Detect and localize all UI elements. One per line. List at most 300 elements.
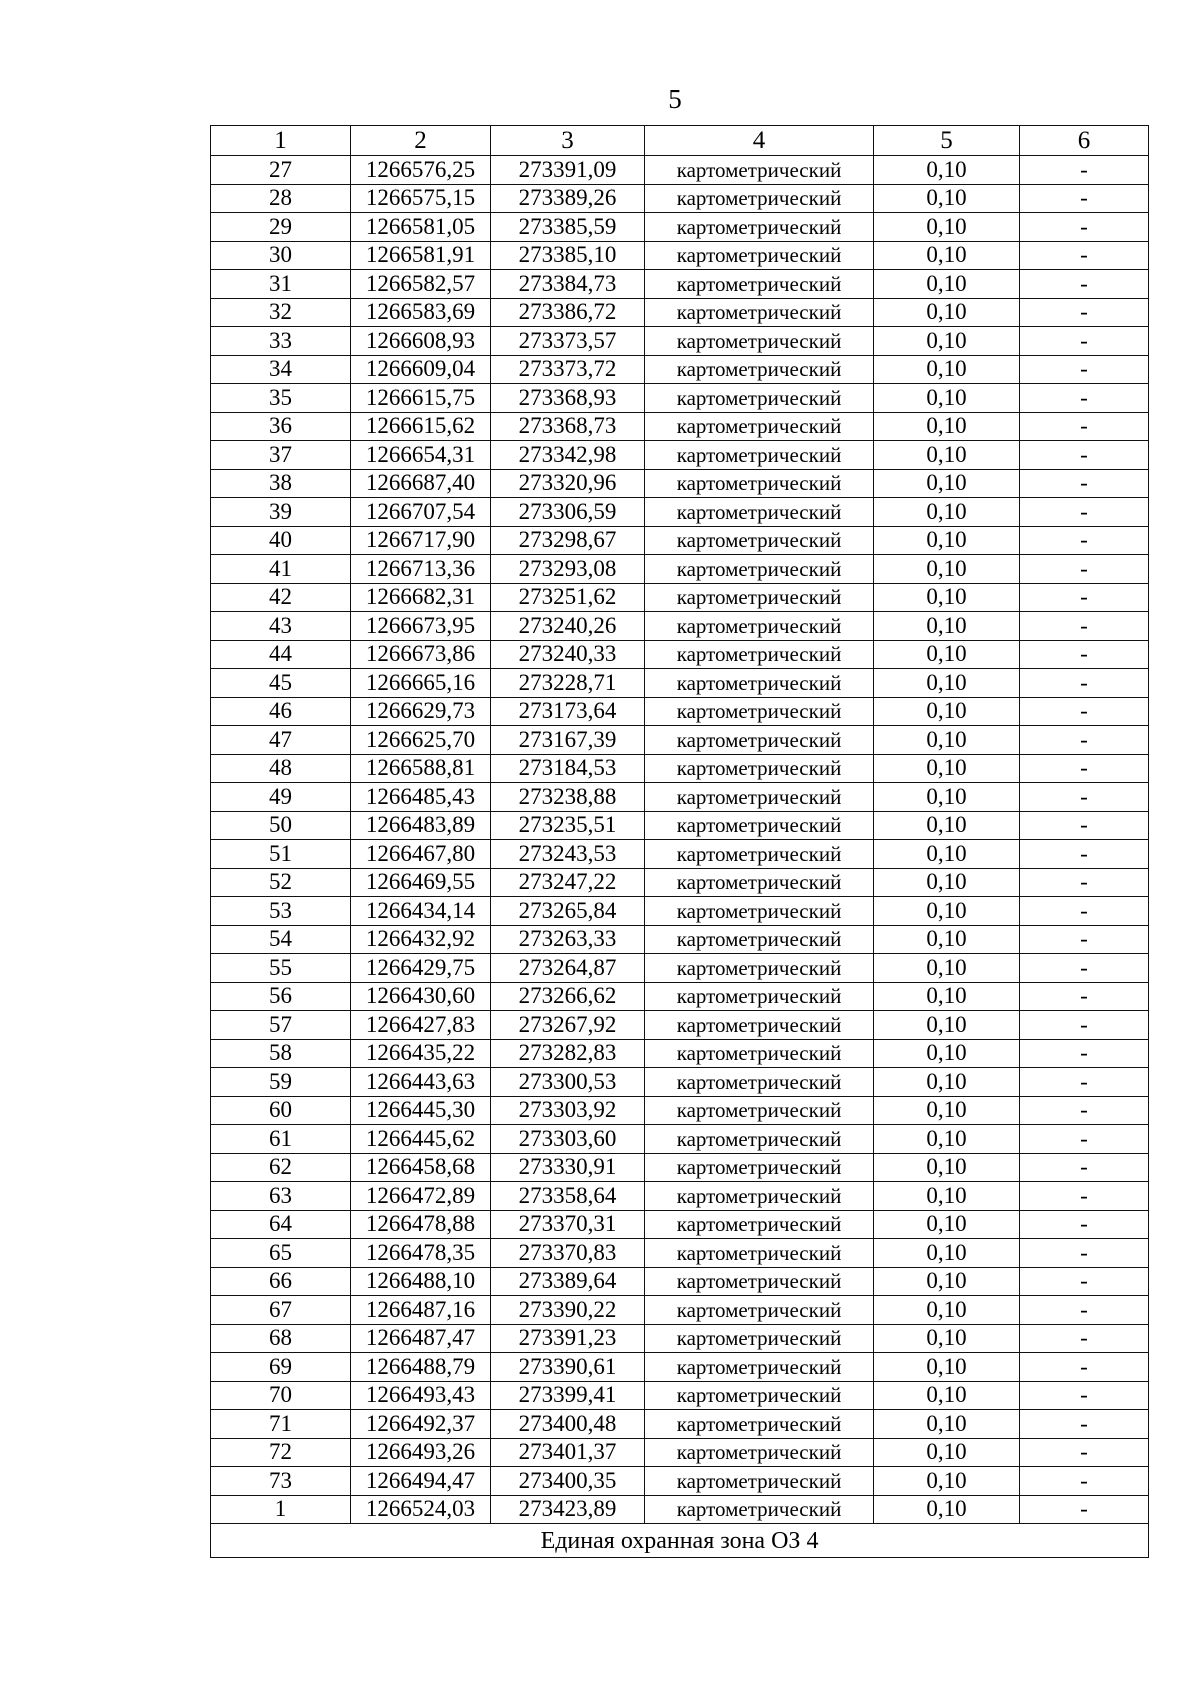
y-coordinate-cell: 273251,62 [491,583,645,612]
point-number-cell: 63 [211,1182,351,1211]
y-coordinate-cell: 273303,92 [491,1096,645,1125]
note-cell: - [1020,156,1149,185]
method-cell: картометрический [645,1125,874,1154]
method-cell: картометрический [645,298,874,327]
accuracy-cell: 0,10 [874,1324,1020,1353]
x-coordinate-cell: 1266429,75 [351,954,491,983]
zone-caption: Единая охранная зона ОЗ 4 [211,1524,1149,1558]
method-cell: картометрический [645,441,874,470]
y-coordinate-cell: 273303,60 [491,1125,645,1154]
point-number-cell: 71 [211,1410,351,1439]
note-cell: - [1020,640,1149,669]
method-cell: картометрический [645,1324,874,1353]
note-cell: - [1020,1381,1149,1410]
y-coordinate-cell: 273370,31 [491,1210,645,1239]
point-number-cell: 65 [211,1239,351,1268]
accuracy-cell: 0,10 [874,270,1020,299]
point-number-cell: 1 [211,1495,351,1524]
y-coordinate-cell: 273240,26 [491,612,645,641]
point-number-cell: 27 [211,156,351,185]
note-cell: - [1020,982,1149,1011]
method-cell: картометрический [645,1296,874,1325]
method-cell: картометрический [645,241,874,270]
accuracy-cell: 0,10 [874,555,1020,584]
x-coordinate-cell: 1266581,05 [351,213,491,242]
table-row [211,583,1149,612]
x-coordinate-cell: 1266524,03 [351,1495,491,1524]
y-coordinate-cell: 273266,62 [491,982,645,1011]
x-coordinate-cell: 1266443,63 [351,1068,491,1097]
point-number-cell: 60 [211,1096,351,1125]
note-cell: - [1020,811,1149,840]
accuracy-cell: 0,10 [874,498,1020,527]
note-cell: - [1020,213,1149,242]
y-coordinate-cell: 273384,73 [491,270,645,299]
y-coordinate-cell: 273400,35 [491,1467,645,1496]
y-coordinate-cell: 273368,93 [491,384,645,413]
y-coordinate-cell: 273389,26 [491,184,645,213]
method-cell: картометрический [645,982,874,1011]
table-row [211,1039,1149,1068]
table-row [211,640,1149,669]
point-number-cell: 48 [211,754,351,783]
method-cell: картометрический [645,726,874,755]
accuracy-cell: 0,10 [874,811,1020,840]
x-coordinate-cell: 1266445,30 [351,1096,491,1125]
point-number-cell: 68 [211,1324,351,1353]
point-number-cell: 58 [211,1039,351,1068]
accuracy-cell: 0,10 [874,1068,1020,1097]
accuracy-cell: 0,10 [874,1039,1020,1068]
y-coordinate-cell: 273298,67 [491,526,645,555]
x-coordinate-cell: 1266492,37 [351,1410,491,1439]
note-cell: - [1020,1495,1149,1524]
accuracy-cell: 0,10 [874,1011,1020,1040]
method-cell: картометрический [645,583,874,612]
table-row [211,241,1149,270]
table-row [211,1324,1149,1353]
method-cell: картометрический [645,555,874,584]
x-coordinate-cell: 1266445,62 [351,1125,491,1154]
x-coordinate-cell: 1266629,73 [351,697,491,726]
method-cell: картометрический [645,1096,874,1125]
x-coordinate-cell: 1266615,75 [351,384,491,413]
method-cell: картометрический [645,1438,874,1467]
table-row [211,1011,1149,1040]
table-row [211,298,1149,327]
y-coordinate-cell: 273386,72 [491,298,645,327]
x-coordinate-cell: 1266493,26 [351,1438,491,1467]
table-row [211,1210,1149,1239]
point-number-cell: 54 [211,925,351,954]
x-coordinate-cell: 1266432,92 [351,925,491,954]
y-coordinate-cell: 273390,61 [491,1353,645,1382]
accuracy-cell: 0,10 [874,1410,1020,1439]
x-coordinate-cell: 1266493,43 [351,1381,491,1410]
coordinates-table [210,125,1149,1558]
note-cell: - [1020,783,1149,812]
x-coordinate-cell: 1266687,40 [351,469,491,498]
y-coordinate-cell: 273423,89 [491,1495,645,1524]
accuracy-cell: 0,10 [874,1381,1020,1410]
x-coordinate-cell: 1266707,54 [351,498,491,527]
note-cell: - [1020,327,1149,356]
point-number-cell: 67 [211,1296,351,1325]
note-cell: - [1020,697,1149,726]
point-number-cell: 62 [211,1153,351,1182]
column-header: 1 [211,126,351,156]
note-cell: - [1020,1410,1149,1439]
column-header: 6 [1020,126,1149,156]
x-coordinate-cell: 1266673,95 [351,612,491,641]
note-cell: - [1020,241,1149,270]
note-cell: - [1020,270,1149,299]
note-cell: - [1020,1153,1149,1182]
x-coordinate-cell: 1266575,15 [351,184,491,213]
y-coordinate-cell: 273320,96 [491,469,645,498]
table-row [211,1495,1149,1524]
accuracy-cell: 0,10 [874,1267,1020,1296]
note-cell: - [1020,1353,1149,1382]
table-row [211,1096,1149,1125]
accuracy-cell: 0,10 [874,868,1020,897]
table-row [211,1353,1149,1382]
table-row [211,954,1149,983]
y-coordinate-cell: 273267,92 [491,1011,645,1040]
x-coordinate-cell: 1266713,36 [351,555,491,584]
note-cell: - [1020,925,1149,954]
accuracy-cell: 0,10 [874,469,1020,498]
accuracy-cell: 0,10 [874,897,1020,926]
y-coordinate-cell: 273235,51 [491,811,645,840]
y-coordinate-cell: 273306,59 [491,498,645,527]
column-header: 3 [491,126,645,156]
accuracy-cell: 0,10 [874,1495,1020,1524]
note-cell: - [1020,1467,1149,1496]
y-coordinate-cell: 273282,83 [491,1039,645,1068]
y-coordinate-cell: 273264,87 [491,954,645,983]
note-cell: - [1020,612,1149,641]
note-cell: - [1020,1039,1149,1068]
method-cell: картометрический [645,1039,874,1068]
accuracy-cell: 0,10 [874,612,1020,641]
x-coordinate-cell: 1266673,86 [351,640,491,669]
method-cell: картометрический [645,754,874,783]
accuracy-cell: 0,10 [874,184,1020,213]
method-cell: картометрический [645,469,874,498]
accuracy-cell: 0,10 [874,982,1020,1011]
note-cell: - [1020,840,1149,869]
method-cell: картометрический [645,1239,874,1268]
x-coordinate-cell: 1266583,69 [351,298,491,327]
table-row [211,868,1149,897]
point-number-cell: 66 [211,1267,351,1296]
x-coordinate-cell: 1266487,47 [351,1324,491,1353]
table-row [211,1125,1149,1154]
y-coordinate-cell: 273368,73 [491,412,645,441]
point-number-cell: 32 [211,298,351,327]
y-coordinate-cell: 273391,09 [491,156,645,185]
x-coordinate-cell: 1266582,57 [351,270,491,299]
note-cell: - [1020,954,1149,983]
table-row [211,1467,1149,1496]
point-number-cell: 73 [211,1467,351,1496]
table-row [211,1153,1149,1182]
y-coordinate-cell: 273184,53 [491,754,645,783]
note-cell: - [1020,1011,1149,1040]
method-cell: картометрический [645,1495,874,1524]
method-cell: картометрический [645,925,874,954]
accuracy-cell: 0,10 [874,1210,1020,1239]
x-coordinate-cell: 1266488,10 [351,1267,491,1296]
x-coordinate-cell: 1266472,89 [351,1182,491,1211]
accuracy-cell: 0,10 [874,1239,1020,1268]
x-coordinate-cell: 1266485,43 [351,783,491,812]
accuracy-cell: 0,10 [874,526,1020,555]
table-row [211,1296,1149,1325]
method-cell: картометрический [645,384,874,413]
table-row [211,783,1149,812]
note-cell: - [1020,1068,1149,1097]
accuracy-cell: 0,10 [874,355,1020,384]
accuracy-cell: 0,10 [874,156,1020,185]
method-cell: картометрический [645,526,874,555]
note-cell: - [1020,1210,1149,1239]
x-coordinate-cell: 1266427,83 [351,1011,491,1040]
accuracy-cell: 0,10 [874,241,1020,270]
note-cell: - [1020,298,1149,327]
x-coordinate-cell: 1266469,55 [351,868,491,897]
y-coordinate-cell: 273167,39 [491,726,645,755]
table-row [211,1438,1149,1467]
y-coordinate-cell: 273293,08 [491,555,645,584]
accuracy-cell: 0,10 [874,384,1020,413]
note-cell: - [1020,897,1149,926]
table-row [211,184,1149,213]
accuracy-cell: 0,10 [874,327,1020,356]
x-coordinate-cell: 1266435,22 [351,1039,491,1068]
x-coordinate-cell: 1266608,93 [351,327,491,356]
y-coordinate-cell: 273330,91 [491,1153,645,1182]
note-cell: - [1020,1438,1149,1467]
accuracy-cell: 0,10 [874,783,1020,812]
accuracy-cell: 0,10 [874,298,1020,327]
y-coordinate-cell: 273247,22 [491,868,645,897]
note-cell: - [1020,412,1149,441]
note-cell: - [1020,469,1149,498]
y-coordinate-cell: 273400,48 [491,1410,645,1439]
table-row [211,612,1149,641]
y-coordinate-cell: 273243,53 [491,840,645,869]
note-cell: - [1020,555,1149,584]
table-row [211,327,1149,356]
note-cell: - [1020,1125,1149,1154]
y-coordinate-cell: 273399,41 [491,1381,645,1410]
y-coordinate-cell: 273373,72 [491,355,645,384]
point-number-cell: 36 [211,412,351,441]
table-row [211,384,1149,413]
x-coordinate-cell: 1266494,47 [351,1467,491,1496]
y-coordinate-cell: 273385,10 [491,241,645,270]
accuracy-cell: 0,10 [874,726,1020,755]
table-row [211,1182,1149,1211]
method-cell: картометрический [645,1182,874,1211]
accuracy-cell: 0,10 [874,640,1020,669]
point-number-cell: 52 [211,868,351,897]
method-cell: картометрический [645,156,874,185]
x-coordinate-cell: 1266467,80 [351,840,491,869]
footer-row [211,1524,1149,1558]
header-row [211,126,1149,156]
table-row [211,1068,1149,1097]
point-number-cell: 42 [211,583,351,612]
accuracy-cell: 0,10 [874,840,1020,869]
x-coordinate-cell: 1266434,14 [351,897,491,926]
x-coordinate-cell: 1266458,68 [351,1153,491,1182]
method-cell: картометрический [645,1210,874,1239]
point-number-cell: 29 [211,213,351,242]
point-number-cell: 38 [211,469,351,498]
y-coordinate-cell: 273389,64 [491,1267,645,1296]
table-row [211,469,1149,498]
point-number-cell: 50 [211,811,351,840]
y-coordinate-cell: 273263,33 [491,925,645,954]
point-number-cell: 37 [211,441,351,470]
note-cell: - [1020,1324,1149,1353]
point-number-cell: 40 [211,526,351,555]
x-coordinate-cell: 1266625,70 [351,726,491,755]
x-coordinate-cell: 1266483,89 [351,811,491,840]
table-row [211,412,1149,441]
method-cell: картометрический [645,783,874,812]
y-coordinate-cell: 273300,53 [491,1068,645,1097]
x-coordinate-cell: 1266430,60 [351,982,491,1011]
x-coordinate-cell: 1266487,16 [351,1296,491,1325]
table-row [211,355,1149,384]
accuracy-cell: 0,10 [874,1296,1020,1325]
x-coordinate-cell: 1266682,31 [351,583,491,612]
point-number-cell: 53 [211,897,351,926]
table-row [211,1267,1149,1296]
table-row [211,726,1149,755]
x-coordinate-cell: 1266488,79 [351,1353,491,1382]
method-cell: картометрический [645,1353,874,1382]
method-cell: картометрический [645,1381,874,1410]
y-coordinate-cell: 273265,84 [491,897,645,926]
accuracy-cell: 0,10 [874,1125,1020,1154]
note-cell: - [1020,441,1149,470]
x-coordinate-cell: 1266478,88 [351,1210,491,1239]
y-coordinate-cell: 273342,98 [491,441,645,470]
point-number-cell: 33 [211,327,351,356]
accuracy-cell: 0,10 [874,1153,1020,1182]
method-cell: картометрический [645,840,874,869]
method-cell: картометрический [645,1410,874,1439]
point-number-cell: 39 [211,498,351,527]
table-row [211,156,1149,185]
method-cell: картометрический [645,355,874,384]
x-coordinate-cell: 1266609,04 [351,355,491,384]
point-number-cell: 43 [211,612,351,641]
page-number: 5 [668,84,682,114]
note-cell: - [1020,184,1149,213]
table-row [211,1410,1149,1439]
x-coordinate-cell: 1266478,35 [351,1239,491,1268]
point-number-cell: 35 [211,384,351,413]
note-cell: - [1020,754,1149,783]
table-row [211,441,1149,470]
method-cell: картометрический [645,184,874,213]
method-cell: картометрический [645,270,874,299]
point-number-cell: 72 [211,1438,351,1467]
accuracy-cell: 0,10 [874,213,1020,242]
table-row [211,526,1149,555]
accuracy-cell: 0,10 [874,1467,1020,1496]
point-number-cell: 57 [211,1011,351,1040]
x-coordinate-cell: 1266717,90 [351,526,491,555]
x-coordinate-cell: 1266588,81 [351,754,491,783]
point-number-cell: 64 [211,1210,351,1239]
table-row [211,925,1149,954]
note-cell: - [1020,1182,1149,1211]
note-cell: - [1020,583,1149,612]
note-cell: - [1020,1096,1149,1125]
method-cell: картометрический [645,1011,874,1040]
point-number-cell: 69 [211,1353,351,1382]
note-cell: - [1020,498,1149,527]
point-number-cell: 31 [211,270,351,299]
accuracy-cell: 0,10 [874,583,1020,612]
method-cell: картометрический [645,669,874,698]
x-coordinate-cell: 1266576,25 [351,156,491,185]
note-cell: - [1020,355,1149,384]
point-number-cell: 46 [211,697,351,726]
table-row [211,213,1149,242]
point-number-cell: 56 [211,982,351,1011]
y-coordinate-cell: 273173,64 [491,697,645,726]
method-cell: картометрический [645,1467,874,1496]
method-cell: картометрический [645,412,874,441]
accuracy-cell: 0,10 [874,1438,1020,1467]
method-cell: картометрический [645,327,874,356]
y-coordinate-cell: 273228,71 [491,669,645,698]
y-coordinate-cell: 273391,23 [491,1324,645,1353]
table-row [211,1239,1149,1268]
x-coordinate-cell: 1266581,91 [351,241,491,270]
method-cell: картометрический [645,868,874,897]
table-row [211,498,1149,527]
table-row [211,669,1149,698]
x-coordinate-cell: 1266665,16 [351,669,491,698]
method-cell: картометрический [645,697,874,726]
method-cell: картометрический [645,897,874,926]
table-row [211,754,1149,783]
y-coordinate-cell: 273401,37 [491,1438,645,1467]
y-coordinate-cell: 273238,88 [491,783,645,812]
point-number-cell: 30 [211,241,351,270]
table-row [211,811,1149,840]
method-cell: картометрический [645,498,874,527]
point-number-cell: 44 [211,640,351,669]
note-cell: - [1020,868,1149,897]
point-number-cell: 49 [211,783,351,812]
table-row [211,555,1149,584]
method-cell: картометрический [645,612,874,641]
accuracy-cell: 0,10 [874,697,1020,726]
note-cell: - [1020,726,1149,755]
y-coordinate-cell: 273370,83 [491,1239,645,1268]
method-cell: картометрический [645,811,874,840]
